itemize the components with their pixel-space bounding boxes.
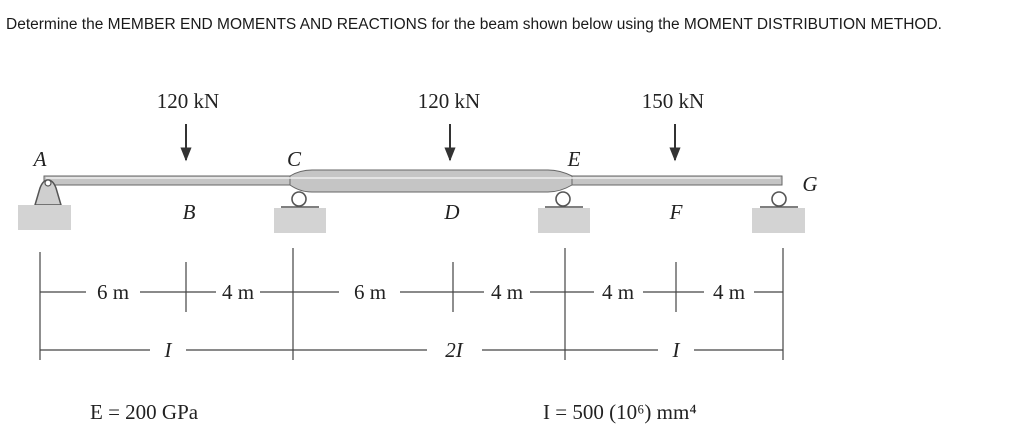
inertia-label-eg: I — [672, 338, 680, 362]
span-label-de: 4 m — [490, 280, 524, 304]
roller-support-g — [752, 192, 805, 233]
load-label-f: 150 kN — [641, 89, 705, 113]
beam — [44, 170, 782, 192]
span-label-fg: 4 m — [712, 280, 746, 304]
span-label-bc: 4 m — [221, 280, 255, 304]
pin-support-a — [18, 180, 71, 230]
roller-support-c — [274, 192, 326, 233]
point-label-e: E — [567, 147, 581, 171]
roller-support-e — [538, 192, 590, 233]
question-text: Determine the MEMBER END MOMENTS AND REACTIONS for the beam shown below using the MOMENT DISTRIBUTION METHOD. — [6, 16, 942, 33]
inertia-label-ac: I — [164, 338, 172, 362]
span-label-ab: 6 m — [96, 280, 130, 304]
span-label-cd: 6 m — [353, 280, 387, 304]
moment-of-inertia: I = 500 (10⁶) mm⁴ — [543, 400, 697, 424]
point-label-d: D — [444, 200, 460, 224]
point-label-g: G — [802, 172, 818, 196]
point-label-f: F — [669, 200, 683, 224]
point-label-c: C — [286, 147, 302, 171]
inertia-label-ce: 2I — [445, 338, 463, 362]
span-label-ef: 4 m — [601, 280, 635, 304]
load-label-d: 120 kN — [417, 89, 481, 113]
point-label-a: A — [33, 147, 47, 171]
elastic-modulus: E = 200 GPa — [90, 400, 199, 424]
point-label-b: B — [182, 200, 196, 224]
load-label-b: 120 kN — [156, 89, 220, 113]
